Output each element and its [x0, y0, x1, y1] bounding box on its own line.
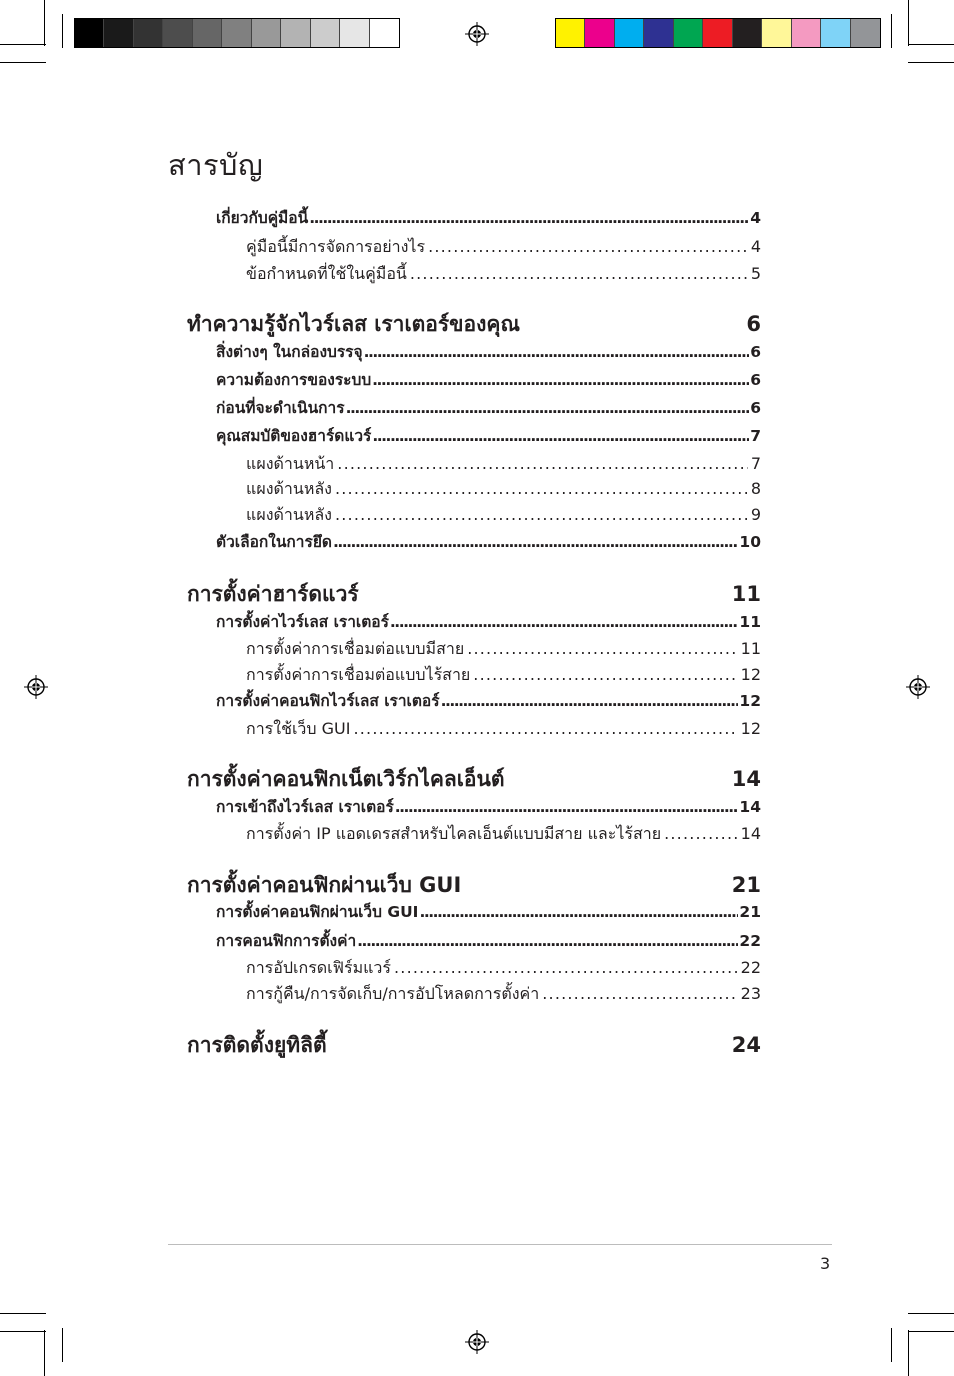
toc-entry-title: ความต้องการของระบบ [216, 371, 372, 389]
toc-entry-title: เกี่ยวกับคู่มือนี้ [216, 209, 309, 227]
toc-page-number: 6 [750, 371, 761, 389]
color-swatch [556, 19, 585, 47]
toc-subsection-entry[interactable] [246, 235, 761, 260]
toc-page-number: 6 [746, 312, 761, 336]
color-swatch [615, 19, 644, 47]
toc-subsection-entry[interactable] [246, 822, 761, 847]
color-swatch [851, 19, 880, 47]
toc-subsection-entry[interactable] [246, 956, 761, 981]
toc-entry-title: คู่มือนี้มีการจัดการอย่างไร [246, 237, 426, 256]
color-swatch [222, 19, 251, 47]
color-swatch [370, 19, 399, 47]
color-swatch [762, 19, 791, 47]
toc-entry-title: แผงด้านหลัง [246, 479, 332, 498]
toc-subsection-entry[interactable] [246, 663, 761, 688]
registration-mark-icon [465, 1330, 489, 1354]
toc-entry-title: การกู้คืน/การจัดเก็บ/การอัปโหลดการตั้งค่า [246, 984, 540, 1003]
color-swatch [75, 19, 104, 47]
color-swatch [311, 19, 340, 47]
color-swatch [340, 19, 369, 47]
color-swatch [644, 19, 673, 47]
toc-section-entry[interactable] [216, 339, 761, 364]
toc-entry-title: ตัวเลือกในการยึด [216, 533, 332, 551]
color-swatch [163, 19, 192, 47]
toc-dot-leader [372, 371, 749, 389]
color-swatch [134, 19, 163, 47]
toc-entry-title: การใช้เว็บ GUI [246, 719, 351, 738]
toc-section-entry[interactable] [216, 205, 761, 230]
toc-section-entry[interactable] [216, 794, 761, 819]
toc-entry-title: การติดตั้งยูทิลิตี้ [187, 1033, 327, 1057]
toc-entry-title: คุณสมบัติของฮาร์ดแวร์ [216, 427, 372, 445]
color-swatch [733, 19, 762, 47]
toc-dot-leader [357, 932, 738, 950]
toc-entry-title: ทำความรู้จักไวร์เลส เราเตอร์ของคุณ [187, 312, 520, 336]
toc-page-number: 4 [750, 237, 761, 256]
color-swatch [585, 19, 614, 47]
toc-section-entry[interactable] [216, 423, 761, 448]
toc-dot-leader [337, 454, 748, 473]
toc-page-number: 11 [739, 613, 761, 631]
toc-entry-title: การอัปเกรดเฟิร์มแวร์ [246, 958, 391, 977]
toc-dot-leader [309, 209, 749, 227]
toc-entry-title: การตั้งค่าคอนฟิกผ่านเว็บ GUI [187, 873, 462, 897]
toc-page-number: 14 [739, 798, 761, 816]
toc-subsection-entry[interactable] [246, 477, 761, 502]
toc-page-number: 24 [731, 1033, 761, 1057]
color-swatch [703, 19, 732, 47]
toc-page-number: 14 [740, 824, 761, 843]
registration-mark-icon [465, 22, 489, 46]
toc-subsection-entry[interactable] [246, 452, 761, 477]
toc-entry-title: ก่อนที่จะดำเนินการ [216, 399, 345, 417]
toc-dot-leader [353, 719, 737, 738]
toc-dot-leader [372, 427, 749, 445]
toc-page-number: 22 [739, 932, 761, 950]
toc-page-number: 12 [739, 692, 761, 710]
toc-dot-leader [473, 665, 737, 684]
toc-chapter-entry[interactable] [187, 308, 761, 341]
registration-mark-icon [24, 675, 48, 699]
color-swatch [281, 19, 310, 47]
color-swatch [674, 19, 703, 47]
toc-entry-title: การตั้งค่าการเชื่อมต่อแบบมีสาย [246, 639, 465, 658]
toc-entry-title: การตั้งค่าฮาร์ดแวร์ [187, 582, 359, 606]
toc-page-number: 6 [750, 343, 761, 361]
toc-dot-leader [346, 399, 750, 417]
toc-entry-title: การตั้งค่า IP แอดเดรสสำหรับไคลเอ็นต์แบบมีสาย และไร้สาย [246, 824, 662, 843]
toc-subsection-entry[interactable] [246, 503, 761, 528]
toc-entry-title: การคอนฟิกการตั้งค่า [216, 932, 357, 950]
color-swatch [193, 19, 222, 47]
toc-dot-leader [390, 613, 739, 631]
toc-page-number: 7 [750, 427, 761, 445]
registration-mark-icon [906, 675, 930, 699]
toc-page-number: 12 [740, 719, 761, 738]
toc-page-number: 21 [731, 873, 761, 897]
toc-chapter-entry[interactable] [187, 869, 761, 902]
toc-dot-leader [364, 343, 750, 361]
toc-page-number: 22 [740, 958, 761, 977]
toc-dot-leader [419, 903, 738, 921]
color-swatch [792, 19, 821, 47]
toc-dot-leader [335, 505, 748, 524]
toc-section-entry[interactable] [216, 899, 761, 924]
toc-page-number: 21 [739, 903, 761, 921]
toc-page-number: 11 [731, 582, 761, 606]
toc-dot-leader [441, 692, 739, 710]
toc-chapter-entry[interactable] [187, 578, 761, 611]
toc-section-entry[interactable] [216, 395, 761, 420]
toc-entry-title: การตั้งค่าไวร์เลส เราเตอร์ [216, 613, 389, 631]
page-title: สารบัญ [168, 148, 264, 182]
toc-entry-title: การตั้งค่าคอนฟิกไวร์เลส เราเตอร์ [216, 692, 440, 710]
toc-dot-leader [428, 237, 748, 256]
toc-dot-leader [333, 533, 738, 551]
toc-subsection-entry[interactable] [246, 637, 761, 662]
color-swatch [252, 19, 281, 47]
toc-entry-title: สิ่งต่างๆ ในกล่องบรรจุ [216, 343, 363, 361]
toc-entry-title: แผงด้านหน้า [246, 454, 335, 473]
toc-entry-title: แผงด้านหลัง [246, 505, 332, 524]
toc-dot-leader [394, 958, 738, 977]
toc-section-entry[interactable] [216, 928, 761, 953]
toc-subsection-entry[interactable] [246, 262, 761, 287]
toc-subsection-entry[interactable] [246, 982, 761, 1007]
toc-page-number: 10 [739, 533, 761, 551]
toc-page-number: 4 [750, 209, 761, 227]
toc-entry-title: การตั้งค่าคอนฟิกเน็ตเวิร์กไคลเอ็นต์ [187, 767, 505, 791]
toc-page-number: 12 [740, 665, 761, 684]
toc-dot-leader [395, 798, 739, 816]
color-swatch [104, 19, 133, 47]
grayscale-calibration-bar [74, 18, 400, 48]
toc-subsection-entry[interactable] [246, 717, 761, 742]
toc-page-number: 14 [731, 767, 761, 791]
toc-dot-leader [542, 984, 737, 1003]
toc-section-entry[interactable] [216, 688, 761, 713]
toc-entry-title: การตั้งค่าการเชื่อมต่อแบบไร้สาย [246, 665, 471, 684]
toc-section-entry[interactable] [216, 609, 761, 634]
toc-dot-leader [335, 479, 748, 498]
toc-page-number: 8 [750, 479, 761, 498]
color-calibration-bar [555, 18, 881, 48]
toc-chapter-entry[interactable] [187, 763, 761, 796]
toc-entry-title: การตั้งค่าคอนฟิกผ่านเว็บ GUI [216, 903, 419, 921]
page-number: 3 [820, 1254, 831, 1273]
toc-page-number: 23 [740, 984, 761, 1003]
color-swatch [821, 19, 850, 47]
toc-dot-leader [410, 264, 748, 283]
toc-page-number: 9 [750, 505, 761, 524]
toc-page-number: 7 [750, 454, 761, 473]
toc-section-entry[interactable] [216, 367, 761, 392]
toc-chapter-entry[interactable] [187, 1029, 761, 1062]
toc-entry-title: การเข้าถึงไวร์เลส เราเตอร์ [216, 798, 394, 816]
toc-entry-title: ข้อกำหนดที่ใช้ในคู่มือนี้ [246, 264, 407, 283]
toc-section-entry[interactable] [216, 529, 761, 554]
toc-dot-leader [664, 824, 738, 843]
toc-page-number: 11 [740, 639, 761, 658]
footer-divider [168, 1244, 832, 1245]
toc-page-number: 5 [750, 264, 761, 283]
toc-page-number: 6 [750, 399, 761, 417]
toc-dot-leader [467, 639, 737, 658]
